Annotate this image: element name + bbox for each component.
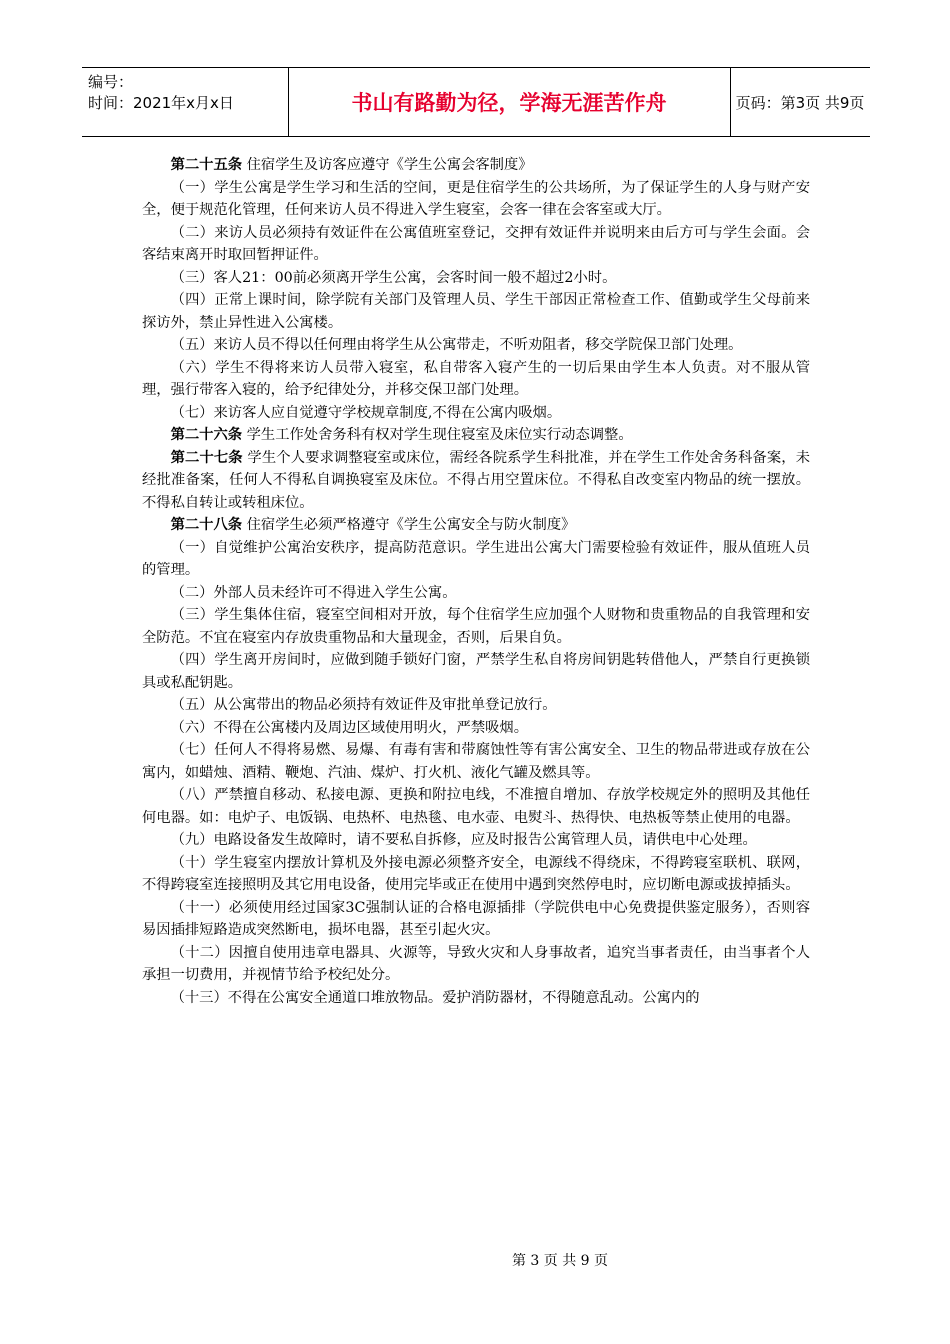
paragraph-text: （四）正常上课时间，除学院有关部门及管理人员、学生干部因正常检查工作、值勤或学生父母前来探访外，禁止异性进入公寓楼。 xyxy=(142,292,810,331)
paragraph-text: （七）任何人不得将易燃、易爆、有毒有害和带腐蚀性等有害公寓安全、卫生的物品带进或存放在公寓内，如蜡烛、酒精、鞭炮、汽油、煤炉、打火机、液化气罐及燃具等。 xyxy=(142,742,810,781)
page-footer: 第 3 页 共 9 页 xyxy=(511,1253,609,1269)
paragraph-text: （五）来访人员不得以任何理由将学生从公寓带走，不听劝阻者，移交学院保卫部门处理。 xyxy=(170,337,743,353)
paragraph-text: （七）来访客人应自觉遵守学校规章制度,不得在公寓内吸烟。 xyxy=(170,404,562,421)
header-meta xyxy=(88,72,234,114)
document-number-label: 编号： xyxy=(88,73,134,91)
paragraph-text: （十二）因擅自使用违章电器具、火源等，导致火灾和人身事故者，追究当事者责任，由当事者个人承担一切费用，并视情节给予校纪处分。 xyxy=(142,944,810,983)
article-heading: 第二十七条 xyxy=(170,449,243,466)
article-heading: 第二十六条 xyxy=(170,427,243,443)
paragraph-text: （五）从公寓带出的物品必须持有效证件及审批单登记放行。 xyxy=(170,697,557,713)
article-paragraph xyxy=(142,514,810,537)
clause-paragraph xyxy=(142,357,810,402)
header-page-info: 页码：第3页 共9页 xyxy=(735,93,865,112)
clause-paragraph xyxy=(142,402,810,425)
clause-paragraph xyxy=(142,582,810,605)
paragraph-text: （一）学生公寓是学生学习和生活的空间，更是住宿学生的公共场所，为了保证学生的人身与财产安全，便于规范化管理，任何来访人员不得进入学生寝室，会客一律在会客室或大厅。 xyxy=(142,179,810,218)
article-paragraph xyxy=(142,154,810,177)
paragraph-text: （八）严禁擅自移动、私接电源、更换和附拉电线，不准擅自增加、存放学校规定外的照明及其他任何电器。如：电炉子、电饭锅、电热杯、电热毯、电水壶、电熨斗、热得快、电热板等禁止使用的电器。 xyxy=(142,787,810,826)
paragraph-text: （一）自觉维护公寓治安秩序，提高防范意识。学生进出公寓大门需要检验有效证件，服从值班人员的管理。 xyxy=(142,539,810,578)
paragraph-text: （九）电路设备发生故障时，请不要私自拆修，应及时报告公寓管理人员，请供电中心处理。 xyxy=(170,832,757,848)
header-motto: 书山有路勤为径，学海无涯苦作舟 xyxy=(351,91,667,115)
paragraph-text: 学生工作处舍务科有权对学生现住寝室及床位实行动态调整。 xyxy=(242,427,633,443)
paragraph-text: （二）外部人员未经许可不得进入学生公寓。 xyxy=(170,584,457,601)
paragraph-text: （二）来访人员必须持有效证件在公寓值班室登记，交押有效证件并说明来由后方可与学生会面。会客结束离开时取回暂押证件。 xyxy=(142,224,810,263)
paragraph-text: （十）学生寝室内摆放计算机及外接电源必须整齐安全，电源线不得绕床，不得跨寝室联机、联网，不得跨寝室连接照明及其它用电设备，使用完毕或正在使用中遇到突然停电时，应切断电源或拔掉插头。 xyxy=(142,854,810,893)
clause-paragraph xyxy=(142,987,810,1010)
paragraph-text: （三）学生集体住宿，寝室空间相对开放，每个住宿学生应加强个人财物和贵重物品的自我管理和安全防范。不宜在寝室内存放贵重物品和大量现金，否则，后果自负。 xyxy=(142,607,810,646)
clause-paragraph xyxy=(142,334,810,357)
paragraph-text: （六）不得在公寓楼内及周边区域使用明火，严禁吸烟。 xyxy=(170,719,529,736)
paragraph-text: （三）客人21：00前必须离开学生公寓，会客时间一般不超过2小时。 xyxy=(170,269,617,286)
page-header xyxy=(82,67,870,137)
clause-paragraph xyxy=(142,942,810,987)
paragraph-text: 学生个人要求调整寝室或床位，需经各院系学生科批准，并在学生工作处舍务科备案，未经批准备案，任何人不得私自调换寝室及床位。不得占用空置床位。不得私自改变室内物品的统一摆放。不得私自转让或转租床位。 xyxy=(142,449,811,511)
document-body xyxy=(142,154,810,1009)
article-heading: 第二十五条 xyxy=(170,157,243,173)
clause-paragraph xyxy=(142,177,810,222)
article-paragraph xyxy=(142,447,810,515)
clause-paragraph xyxy=(142,267,810,290)
paragraph-text: （十三）不得在公寓安全通道口堆放物品。爱护消防器材，不得随意乱动。公寓内的 xyxy=(170,989,700,1006)
article-paragraph xyxy=(142,424,810,447)
paragraph-text: （四）学生离开房间时，应做到随手锁好门窗，严禁学生私自将房间钥匙转借他人，严禁自行更换锁具或私配钥匙。 xyxy=(142,652,810,691)
clause-paragraph xyxy=(142,852,810,897)
clause-paragraph xyxy=(142,717,810,740)
clause-paragraph xyxy=(142,649,810,694)
article-heading: 第二十八条 xyxy=(170,517,243,533)
clause-paragraph xyxy=(142,694,810,717)
paragraph-text: 住宿学生必须严格遵守《学生公寓安全与防火制度》 xyxy=(242,517,576,533)
paragraph-text: （六）学生不得将来访人员带入寝室，私自带客入寝产生的一切后果由学生本人负责。对不服从管理，强行带客入寝的，给予纪律处分，并移交保卫部门处理。 xyxy=(142,359,810,398)
clause-paragraph xyxy=(142,739,810,784)
clause-paragraph xyxy=(142,784,810,829)
clause-paragraph xyxy=(142,604,810,649)
clause-paragraph xyxy=(142,537,810,582)
header-divider xyxy=(288,68,289,136)
paragraph-text: 住宿学生及访客应遵守《学生公寓会客制度》 xyxy=(242,157,533,173)
clause-paragraph xyxy=(142,897,810,942)
clause-paragraph xyxy=(142,829,810,852)
document-date-label: 时间：2021年x月x日 xyxy=(88,94,234,112)
paragraph-text: （十一）必须使用经过国家3C强制认证的合格电源插排（学院供电中心免费提供鉴定服务），否则容易因插排短路造成突然断电，损坏电器，甚至引起火灾。 xyxy=(142,899,810,938)
clause-paragraph xyxy=(142,289,810,334)
clause-paragraph xyxy=(142,222,810,267)
